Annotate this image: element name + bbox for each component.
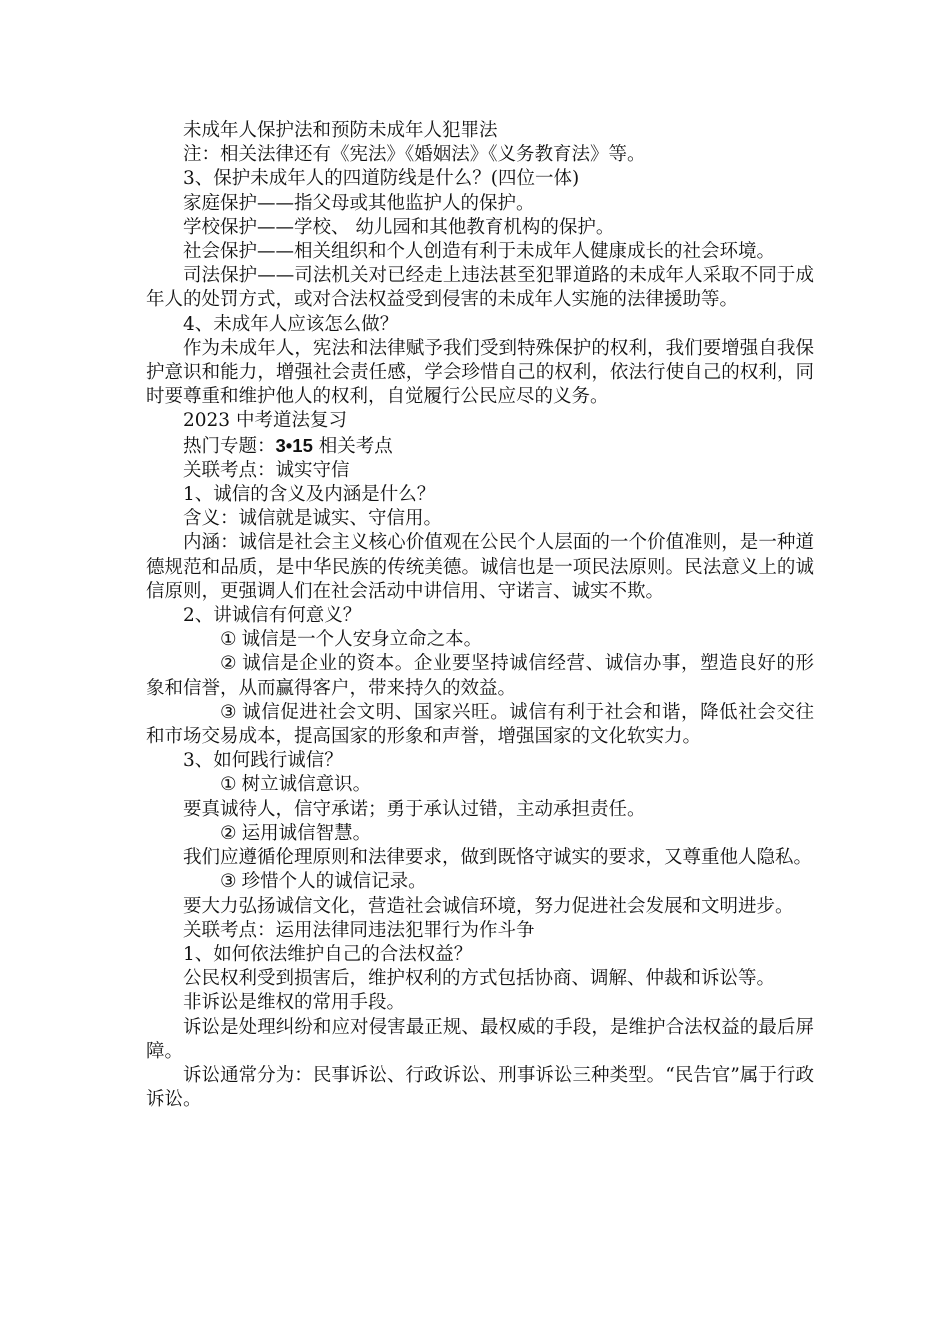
list-item-significance-3 xyxy=(146,701,814,749)
paragraph-law-names: 未成年人保护法和预防未成年人犯罪法 xyxy=(183,120,498,141)
list-item-significance-2 xyxy=(146,652,814,700)
paragraph-litigation-types: 诉讼通常分为：民事诉讼、行政诉讼、刑事诉讼三种类型。“民告官”属于行政诉讼。 xyxy=(146,1064,814,1111)
circled-number-1: ① xyxy=(220,629,237,651)
list-item-practice-3 xyxy=(146,870,814,894)
list-item-text: 诚信是企业的资本。企业要坚持诚信经营、诚信办事，塑造良好的形象和信誉，从而赢得客户，带来持久的效益。 xyxy=(146,653,814,699)
paragraph-school-protection: 学校保护——学校、 幼儿园和其他教育机构的保护。 xyxy=(183,216,615,238)
list-item-practice-1 xyxy=(146,773,814,797)
hot-topic-line xyxy=(146,434,814,459)
paragraph-family-protection: 家庭保护——指父母或其他监护人的保护。 xyxy=(183,192,535,214)
hot-topic-date: 3•15 xyxy=(275,434,313,456)
list-item-practice-2 xyxy=(146,822,814,846)
circled-number-2: ② xyxy=(220,653,237,675)
question-minors-duty: 4、未成年人应该怎么做？ xyxy=(183,313,399,335)
circled-number-1: ① xyxy=(220,774,237,796)
paragraph-judicial-protection: 司法保护——司法机关对已经走上违法甚至犯罪道路的未成年人采取不同于成年人的处罚方式，或对合法权益受到侵害的未成年人实施的法律援助等。 xyxy=(146,265,814,311)
related-point-honesty: 关联考点：诚实守信 xyxy=(183,459,350,481)
circled-number-2: ② xyxy=(220,822,237,844)
list-item-text: 诚信促进社会文明、国家兴旺。诚信有利于社会和谐，降低社会交往和市场交易成本，提高国家的形象和声誉，增强国家的文化软实力。 xyxy=(146,701,814,748)
question-honesty-meaning: 1、诚信的含义及内涵是什么？ xyxy=(183,484,436,506)
list-item-text: 运用诚信智慧。 xyxy=(241,822,372,844)
list-item-text: 树立诚信意识。 xyxy=(241,774,372,796)
question-safeguard-rights: 1、如何依法维护自己的合法权益？ xyxy=(183,943,473,965)
section-heading-review: 2023 中考道法复习 xyxy=(183,410,347,432)
hot-topic-label: 热门专题： xyxy=(183,435,276,457)
paragraph-minors-answer: 作为未成年人，宪法和法律赋予我们受到特殊保护的权利，我们要增强自我保护意识和能力，增强社会责任感，学会珍惜自己的权利，依法行使自己的权利，同时要尊重和维护他人的权利，自觉履行公民应尽的义务。 xyxy=(146,337,814,408)
paragraph-honesty-connotation: 内涵：诚信是社会主义核心价值观在公民个人层面的一个价值准则，是一种道德规范和品质，是中华民族的传统美德。诚信也是一项民法原则。民法意义上的诚信原则，更强调人们在社会活动中讲信用、守诺言、诚实不欺。 xyxy=(146,532,814,602)
paragraph-practice-1-detail: 要真诚待人，信守承诺；勇于承认过错，主动承担责任。 xyxy=(183,798,646,820)
paragraph-honesty-definition: 含义：诚信就是诚实、守信用。 xyxy=(183,508,443,530)
list-item-significance-1 xyxy=(146,628,814,652)
paragraph-rights-methods: 公民权利受到损害后，维护权利的方式包括协商、调解、仲裁和诉讼等。 xyxy=(183,968,776,990)
list-item-text: 诚信是一个人安身立命之本。 xyxy=(241,629,483,651)
paragraph-non-litigation: 非诉讼是维权的常用手段。 xyxy=(183,992,406,1014)
question-four-defenses: 3、保护未成年人的四道防线是什么？(四位一体) xyxy=(183,168,580,190)
paragraph-related-laws-note: 注：相关法律还有《宪法》《婚姻法》《义务教育法》等。 xyxy=(183,144,646,166)
paragraph-litigation: 诉讼是处理纠纷和应对侵害最正规、最权威的手段，是维护合法权益的最后屏障。 xyxy=(146,1016,814,1062)
question-practice-honesty: 3、如何践行诚信？ xyxy=(183,750,343,772)
document-page xyxy=(146,119,814,1112)
question-honesty-significance: 2、讲诚信有何意义？ xyxy=(183,605,362,627)
paragraph-practice-3-detail: 要大力弘扬诚信文化，营造社会诚信环境，努力促进社会发展和文明进步。 xyxy=(183,895,794,917)
circled-number-3: ③ xyxy=(220,701,237,723)
paragraph-social-protection: 社会保护——相关组织和个人创造有利于未成年人健康成长的社会环境。 xyxy=(183,241,776,263)
list-item-text: 珍惜个人的诚信记录。 xyxy=(241,871,427,893)
circled-number-3: ③ xyxy=(220,871,237,893)
related-point-law-fight: 关联考点：运用法律同违法犯罪行为作斗争 xyxy=(183,919,535,941)
paragraph-practice-2-detail: 我们应遵循伦理原则和法律要求，做到既恪守诚实的要求，又尊重他人隐私。 xyxy=(183,847,813,869)
hot-topic-suffix: 相关考点 xyxy=(312,435,393,457)
